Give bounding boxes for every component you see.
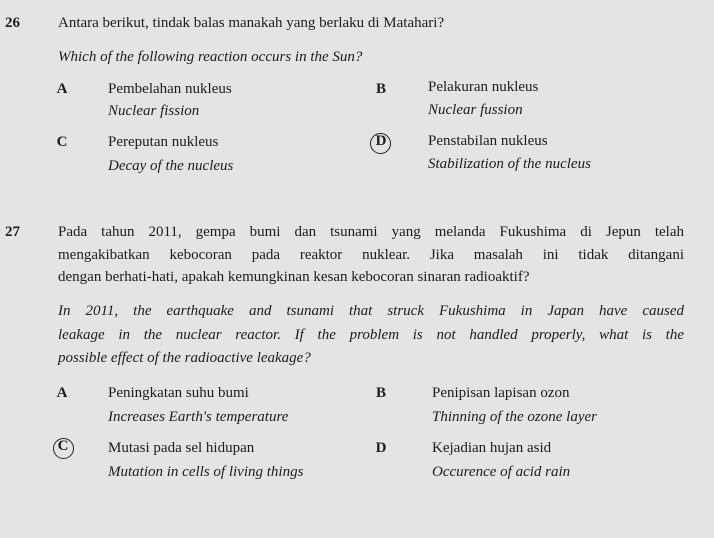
option-text-malay: Pelakuran nukleus <box>428 79 539 95</box>
option-letter: A <box>56 385 68 401</box>
option-text-english: Thinning of the ozone layer <box>432 409 597 425</box>
question-text-malay-line: dengan berhati-hati, apakah kemungkinan kesan kebocoran sinaran radioaktif? <box>58 269 530 285</box>
option-text-malay: Kejadian hujan asid <box>432 440 552 456</box>
option-text-malay: Penipisan lapisan ozon <box>432 385 570 401</box>
option-text-english: Increases Earth's temperature <box>108 409 289 425</box>
option-text-malay: Mutasi pada sel hidupan <box>108 440 255 456</box>
option-text-english: Mutation in cells of living things <box>108 464 304 480</box>
question-number: 27 <box>5 224 20 240</box>
option-letter: A <box>56 81 68 97</box>
question-text-malay-line: mengakibatkan kebocoran pada reaktor nuklear. Jika masalah ini tidak ditangani <box>58 247 684 263</box>
option-letter: B <box>375 81 386 97</box>
option-letter: C <box>57 438 69 454</box>
question-number: 26 <box>5 15 20 31</box>
option-letter: D <box>375 133 387 149</box>
question-text-english-line: leakage in the nuclear reactor. If the problem is not handled properly, what is the <box>58 327 684 343</box>
question-text-malay-line: Pada tahun 2011, gempa bumi dan tsunami yang melanda Fukushima di Jepun telah <box>58 224 684 240</box>
option-text-malay: Peningkatan suhu bumi <box>108 385 249 401</box>
option-text-english: Stabilization of the nucleus <box>428 156 591 172</box>
question-text-english-line: In 2011, the earthquake and tsunami that struck Fukushima in Japan have caused <box>58 303 684 319</box>
option-letter: C <box>56 134 68 150</box>
option-letter: D <box>375 440 387 456</box>
option-text-english: Nuclear fission <box>108 103 200 119</box>
option-letter: B <box>375 385 386 401</box>
option-text-malay: Pereputan nukleus <box>108 134 219 150</box>
question-text-english: Which of the following reaction occurs in the Sun? <box>58 49 363 65</box>
question-text-english-line: possible effect of the radioactive leakage? <box>58 350 311 366</box>
option-text-english: Occurence of acid rain <box>432 464 571 480</box>
option-text-english: Decay of the nucleus <box>108 158 234 174</box>
question-text-malay: Antara berikut, tindak balas manakah yang berlaku di Matahari? <box>58 15 445 31</box>
option-text-malay: Penstabilan nukleus <box>428 133 548 149</box>
option-text-english: Nuclear fussion <box>428 102 523 118</box>
option-text-malay: Pembelahan nukleus <box>108 81 232 97</box>
